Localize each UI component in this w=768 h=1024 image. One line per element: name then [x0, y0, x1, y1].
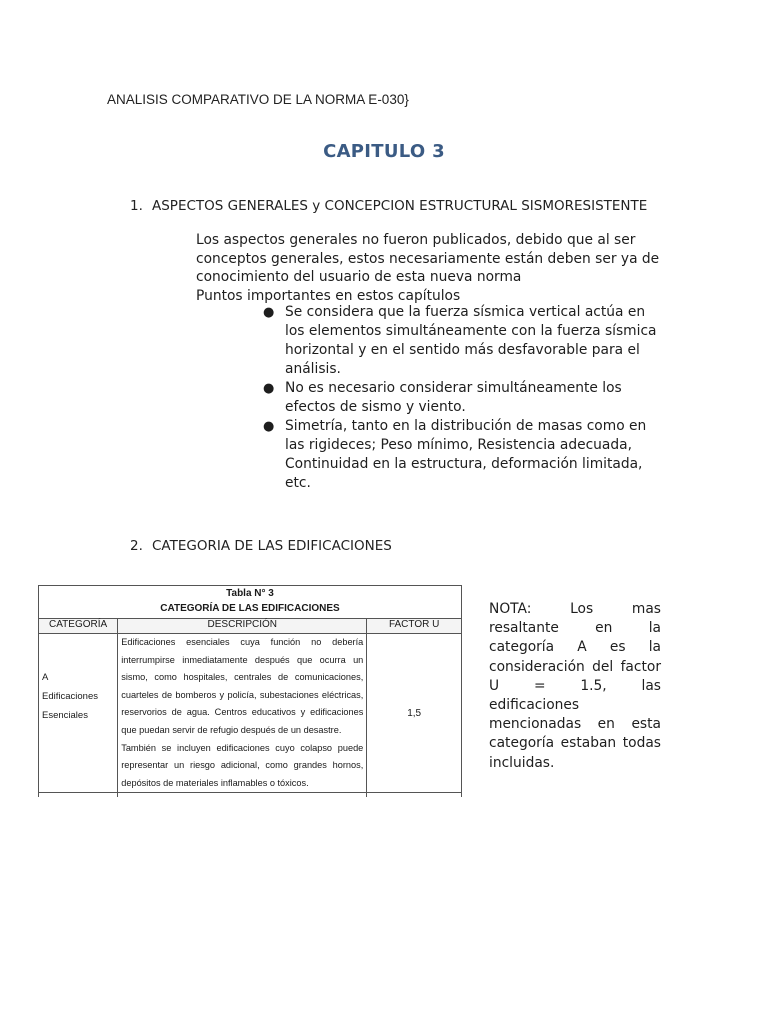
- bullet-item: ● No es necesario considerar simultáneamente los efectos de sismo y viento.: [263, 380, 622, 415]
- note-text: NOTA: Los mas resaltante en la categoría A es la consideración del factor U = 1.5, las edificaciones mencionadas en esta categoría estaban todas incluidas.: [489, 601, 661, 771]
- section-1-number: 1.: [130, 198, 143, 214]
- bullet-icon: ●: [263, 419, 275, 434]
- category-cell: [39, 634, 118, 793]
- section-2-number: 2.: [130, 538, 143, 554]
- table-row: [39, 634, 462, 793]
- bullet-icon: ●: [263, 305, 275, 320]
- factor-cell: 1,5: [367, 634, 462, 793]
- document-header: ANALISIS COMPARATIVO DE LA NORMA E-030}: [107, 92, 409, 107]
- table-header-category: CATEGORÍA: [39, 619, 118, 634]
- bullet-item: ● Se considera que la fuerza sísmica vertical actúa en los elementos simultáneamente con la fuerza sísmica horizontal y en el sentido más desfavorable para el análisis.: [263, 304, 657, 377]
- table-title: Tabla N° 3: [39, 586, 462, 600]
- bullet-item: ● Simetría, tanto en la distribución de masas como en las rigideces; Peso mínimo, Resistencia adecuada, Continuidad en la estructura, deformación limitada, etc.: [263, 418, 647, 491]
- description-paragraph-2: También se incluyen edificaciones cuyo colapso puede representar un riesgo adicional, como grandes hornos, depósitos de materiales inflamables o tóxicos.: [121, 742, 364, 788]
- category-name-line1: Edificaciones: [42, 691, 98, 702]
- points-intro: Puntos importantes en estos capítulos: [196, 287, 461, 304]
- table-header-description: DESCRIPCIÓN: [118, 619, 367, 634]
- section-1-title: ASPECTOS GENERALES y CONCEPCION ESTRUCTURAL SISMORESISTENTE: [152, 198, 648, 214]
- section-2-title: CATEGORIA DE LAS EDIFICACIONES: [152, 538, 392, 554]
- table-subtitle: CATEGORÍA DE LAS EDIFICACIONES: [39, 599, 462, 619]
- description-paragraph-1: Edificaciones esenciales cuya función no debería interrumpirse inmediatamente después que ocurra un sismo, como hospitales, centrales de comunicaciones, cuarteles de bomberos y policía, subestaciones eléctricas, reservorios de agua. Centros educativos y edificaciones que puedan servir de refugio después de un desastre.: [121, 637, 364, 735]
- chapter-title: CAPITULO 3: [323, 141, 445, 162]
- section-1-body: [196, 231, 666, 305]
- table-header-factor: FACTOR U: [367, 619, 462, 634]
- category-name-line2: Esenciales: [42, 710, 88, 721]
- section-1-paragraph: Los aspectos generales no fueron publicados, debido que al ser conceptos generales, estos necesariamente están deben ser ya de conocimiento del usuario de esta nueva norma: [196, 232, 660, 285]
- description-cell: [118, 634, 367, 793]
- section-1-heading: [130, 198, 647, 214]
- bullet-icon: ●: [263, 381, 275, 396]
- bullet-list: [260, 303, 660, 493]
- category-table: [38, 585, 462, 797]
- category-letter: A: [42, 672, 49, 683]
- section-2-heading: [130, 538, 392, 554]
